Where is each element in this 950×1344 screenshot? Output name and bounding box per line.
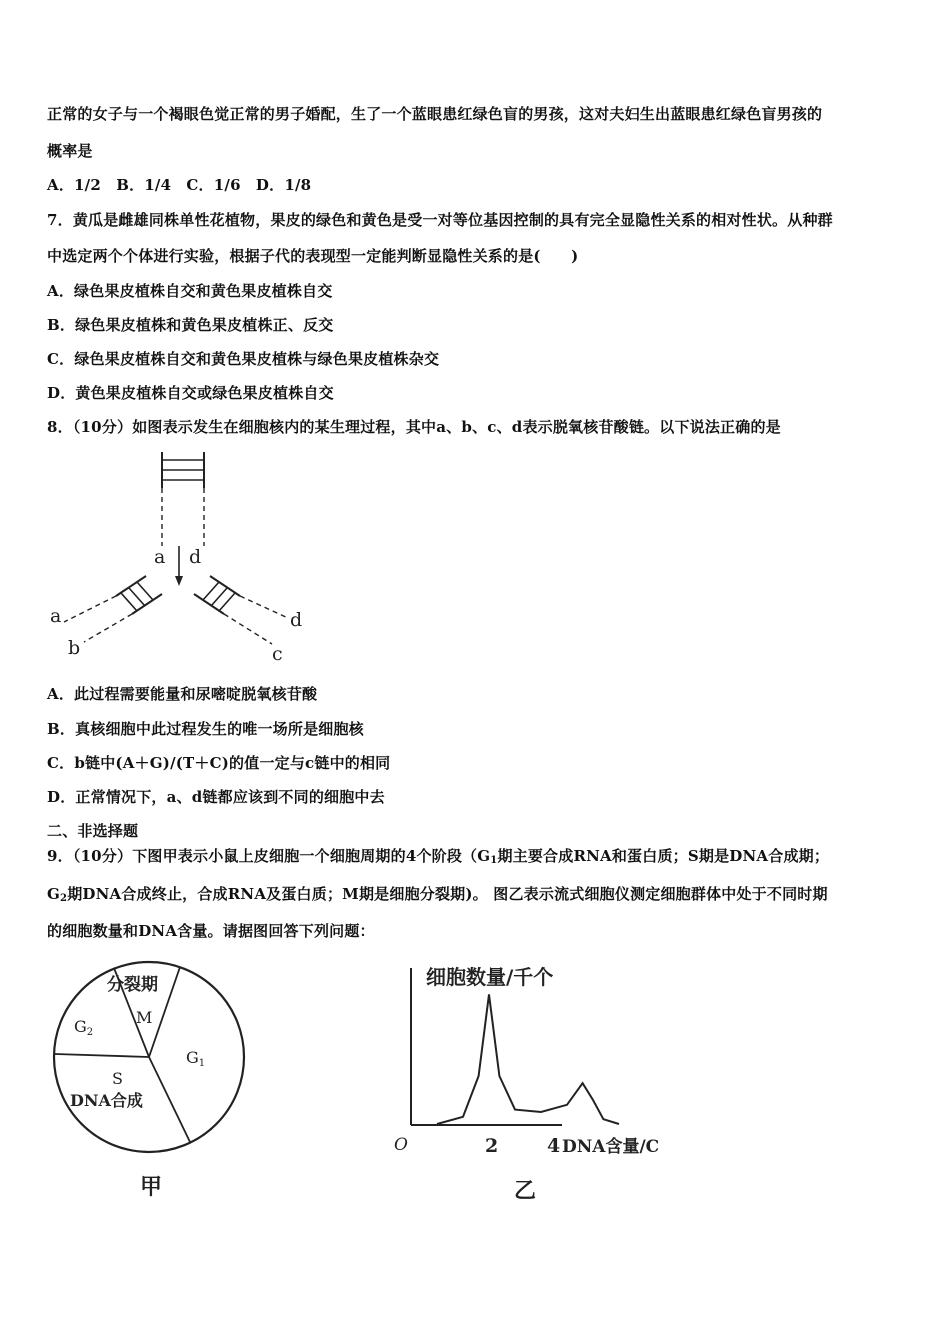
label-b-left: b xyxy=(68,637,81,659)
q9-stem-line3: 的细胞数量和DNA含量。请据图回答下列问题： xyxy=(47,922,375,940)
label-g1: G1 xyxy=(186,1048,206,1069)
series-line xyxy=(437,994,619,1124)
q7-option-c: C．绿色果皮植株自交和黄色果皮植株与绿色果皮植株杂交 xyxy=(47,350,440,368)
label-a-top: a xyxy=(154,546,166,568)
caption-yi: 乙 xyxy=(514,1178,537,1204)
q6-stem-line1: 正常的女子与一个褐眼色觉正常的男子婚配，生了一个蓝眼患红绿色盲的男孩，这对夫妇生出蓝眼患红绿色盲男孩的 xyxy=(47,105,823,123)
label-c-right: c xyxy=(272,643,283,665)
x-tick-2: 2 xyxy=(485,1135,499,1157)
label-d-right: d xyxy=(290,609,303,631)
caption-jia: 甲 xyxy=(140,1174,163,1200)
q8-stem: 8．（10分）如图表示发生在细胞核内的某生理过程，其中a、b、c、d表示脱氧核苷酸链。以下说法正确的是 xyxy=(47,418,781,436)
origin-label: O xyxy=(394,1135,408,1155)
q8-option-b: B．真核细胞中此过程发生的唯一场所是细胞核 xyxy=(47,720,364,738)
section-heading: 二、非选择题 xyxy=(47,822,139,840)
label-s: S xyxy=(112,1069,123,1088)
dna-replication-figure xyxy=(44,448,324,670)
x-axis-label: DNA含量/C xyxy=(562,1137,660,1157)
q8-option-c: C．b链中(A＋G)/(T＋C)的值一定与c链中的相同 xyxy=(47,754,391,772)
q9-stem-line2: $G_2$期DNA合成终止，合成RNA及蛋白质；M期是细胞分裂期)。 图乙表示流式细胞仪测定细胞群体中处于不同时期 xyxy=(47,885,828,904)
x-tick-4: 4 xyxy=(547,1135,561,1157)
q6-stem-line2: 概率是 xyxy=(47,142,93,160)
q8-option-a: A．此过程需要能量和尿嘧啶脱氧核苷酸 xyxy=(47,685,318,703)
label-fenlie: 分裂期 xyxy=(107,975,158,995)
q7-option-a: A．绿色果皮植株自交和黄色果皮植株自交 xyxy=(47,282,333,300)
q7-option-d: D．黄色果皮植株自交或绿色果皮植株自交 xyxy=(47,384,334,402)
q7-stem-line1: 7．黄瓜是雌雄同株单性花植物，果皮的绿色和黄色是受一对等位基因控制的具有完全显隐性关系的相对性状。从种群 xyxy=(47,211,833,229)
label-g2: G2 xyxy=(74,1017,94,1038)
label-dna-synthesis: DNA合成 xyxy=(70,1091,143,1110)
y-axis-label: 细胞数量/千个 xyxy=(426,965,554,989)
q8-option-d: D．正常情况下，a、d链都应该到不同的细胞中去 xyxy=(47,788,385,806)
cell-cycle-pie xyxy=(44,960,259,1205)
q6-options: A．1/2 B．1/4 C．1/6 D．1/8 xyxy=(47,176,312,194)
q9-stem-line1: 9．（10分）下图甲表示小鼠上皮细胞一个细胞周期的4个阶段（$G_1$期主要合成RNA和蛋白质；S期是DNA合成期； xyxy=(47,847,830,866)
q7-option-b: B．绿色果皮植株和黄色果皮植株正、反交 xyxy=(47,316,334,334)
flow-cytometry-chart xyxy=(390,962,710,1208)
q7-stem-line2: 中选定两个个体进行实验，根据子代的表现型一定能判断显隐性关系的是( ) xyxy=(47,247,579,265)
label-d-top: d xyxy=(189,546,202,568)
label-a-left: a xyxy=(50,605,62,627)
label-m: M xyxy=(136,1008,153,1027)
